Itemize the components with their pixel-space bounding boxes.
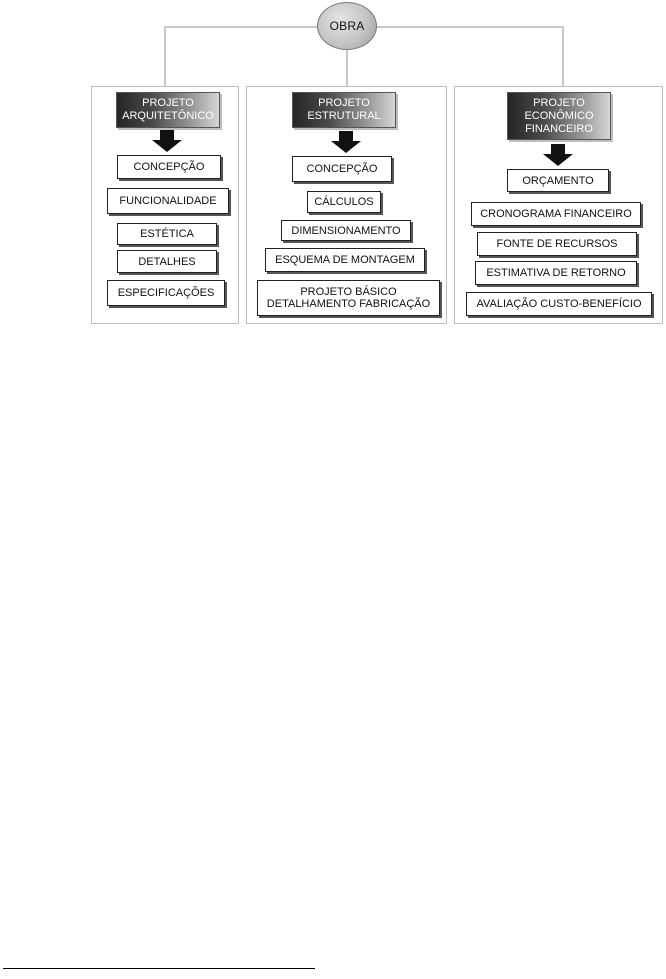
root-node-obra	[317, 2, 377, 50]
item-estetica: ESTÉTICA	[117, 223, 217, 245]
connector-right-drop	[562, 26, 564, 87]
header-line: FINANCEIRO	[525, 122, 593, 135]
item-fonte-de-recursos: FONTE DE RECURSOS	[477, 232, 637, 256]
header-line: PROJETO	[318, 97, 370, 109]
item-dimensionamento: DIMENSIONAMENTO	[281, 220, 411, 241]
root-label: OBRA	[329, 19, 365, 33]
header-line: ARQUITETÔNICO	[122, 110, 214, 122]
panel-projeto-economico-financeiro	[454, 86, 663, 324]
header-line: ECONÔMICO	[524, 109, 594, 122]
item-esquema-de-montagem: ESQUEMA DE MONTAGEM	[265, 248, 425, 272]
item-orcamento: ORÇAMENTO	[507, 169, 609, 192]
item-estimativa-de-retorno: ESTIMATIVA DE RETORNO	[475, 261, 637, 285]
header-line: PROJETO	[142, 97, 194, 109]
down-arrow-icon	[331, 131, 361, 153]
item-especificacoes: ESPECIFICAÇÕES	[107, 280, 225, 306]
down-arrow-icon	[543, 144, 573, 166]
item-funcionalidade: FUNCIONALIDADE	[107, 188, 229, 214]
header-projeto-estrutural	[292, 92, 396, 128]
connector-root-stem	[346, 49, 348, 87]
item-concepcao: CONCEPÇÃO	[292, 156, 392, 182]
connector-left-drop	[164, 26, 166, 87]
item-calculos: CÁLCULOS	[307, 191, 381, 213]
item-detalhes: DETALHES	[117, 250, 217, 273]
item-cronograma-financeiro: CRONOGRAMA FINANCEIRO	[471, 202, 641, 226]
panel-projeto-estrutural	[246, 86, 447, 324]
footnote-rule	[3, 968, 315, 969]
panel-projeto-arquitetonico	[91, 86, 239, 324]
item-avaliacao-custo-beneficio: AVALIAÇÃO CUSTO-BENEFÍCIO	[466, 292, 652, 316]
header-projeto-arquitetonico	[116, 92, 220, 128]
item-concepcao: CONCEPÇÃO	[117, 155, 221, 179]
item-projeto-basico-detalhamento: PROJETO BÁSICO DETALHAMENTO FABRICAÇÃO	[257, 280, 440, 316]
header-line: ESTRUTURAL	[307, 110, 381, 122]
down-arrow-icon	[152, 130, 182, 152]
header-projeto-economico-financeiro	[507, 92, 611, 140]
header-line: PROJETO	[533, 96, 585, 109]
